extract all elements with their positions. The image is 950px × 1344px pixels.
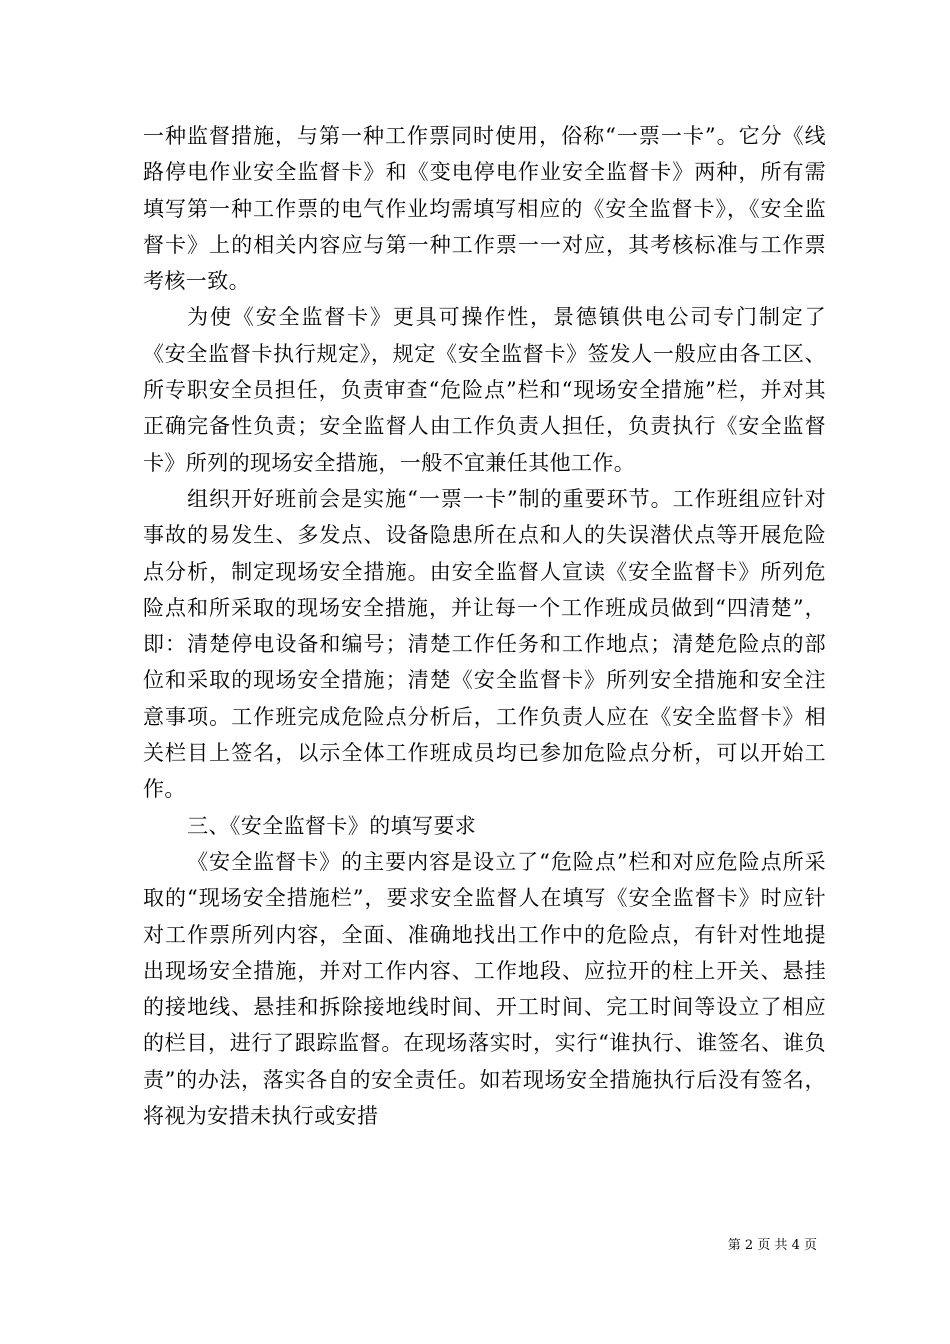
paragraph-filling-requirements: 《安全监督卡》的主要内容是设立了“危险点”栏和对应危险点所采取的“现场安全措施栏”，要求安全监督人在填写《安全监督卡》时应针对工作票所列内容，全面、准确地找出工作中的危险点，有针对性地提出现场安全措施，并对工作内容、工作地段、应拉开的柱上开关、悬挂的接地线、悬挂和拆除接地线时间、开工时间、完工时间等设立了相应的栏目，进行了跟踪监督。在现场落实时，实行“谁执行、谁签名、谁负责”的办法，落实各自的安全责任。如若现场安全措施执行后没有签名，将视为安措未执行或安措 [143, 849, 826, 1129]
paragraph-continuation: 一种监督措施，与第一种工作票同时使用，俗称“一票一卡”。它分《线路停电作业安全监督卡》和《变电停电作业安全监督卡》两种，所有需填写第一种工作票的电气作业均需填写相应的《安全监督卡》，《安全监督卡》上的相关内容应与第一种工作票一一对应，其考核标准与工作票考核一致。 [143, 124, 826, 294]
paragraph-supervision-rules: 为使《安全监督卡》更具可操作性，景德镇供电公司专门制定了《安全监督卡执行规定》，规定《安全监督卡》签发人一般应由各工区、所专职安全员担任，负责审查“危险点”栏和“现场安全措施”栏，并对其正确完备性负责；安全监督人由工作负责人担任，负责执行《安全监督卡》所列的现场安全措施，一般不宜兼任其他工作。 [143, 305, 826, 475]
paragraph-pre-shift-meeting: 组织开好班前会是实施“一票一卡”制的重要环节。工作班组应针对事故的易发生、多发点、设备隐患所在点和人的失误潜伏点等开展危险点分析，制定现场安全措施。由安全监督人宣读《安全监督卡》所列危险点和所采取的现场安全措施，并让每一个工作班成员做到“四清楚”，即：清楚停电设备和编号；清楚工作任务和工作地点；清楚危险点的部位和采取的现场安全措施；清楚《安全监督卡》所列安全措施和安全注意事项。工作班完成危险点分析后，工作负责人应在《安全监督卡》相关栏目上签名，以示全体工作班成员均已参加危险点分析，可以开始工作。 [143, 486, 826, 802]
section-heading: 三、《安全监督卡》的填写要求 [187, 813, 477, 838]
document-body [143, 118, 826, 1134]
page-number: 第 2 页 共 4 页 [727, 1238, 817, 1253]
